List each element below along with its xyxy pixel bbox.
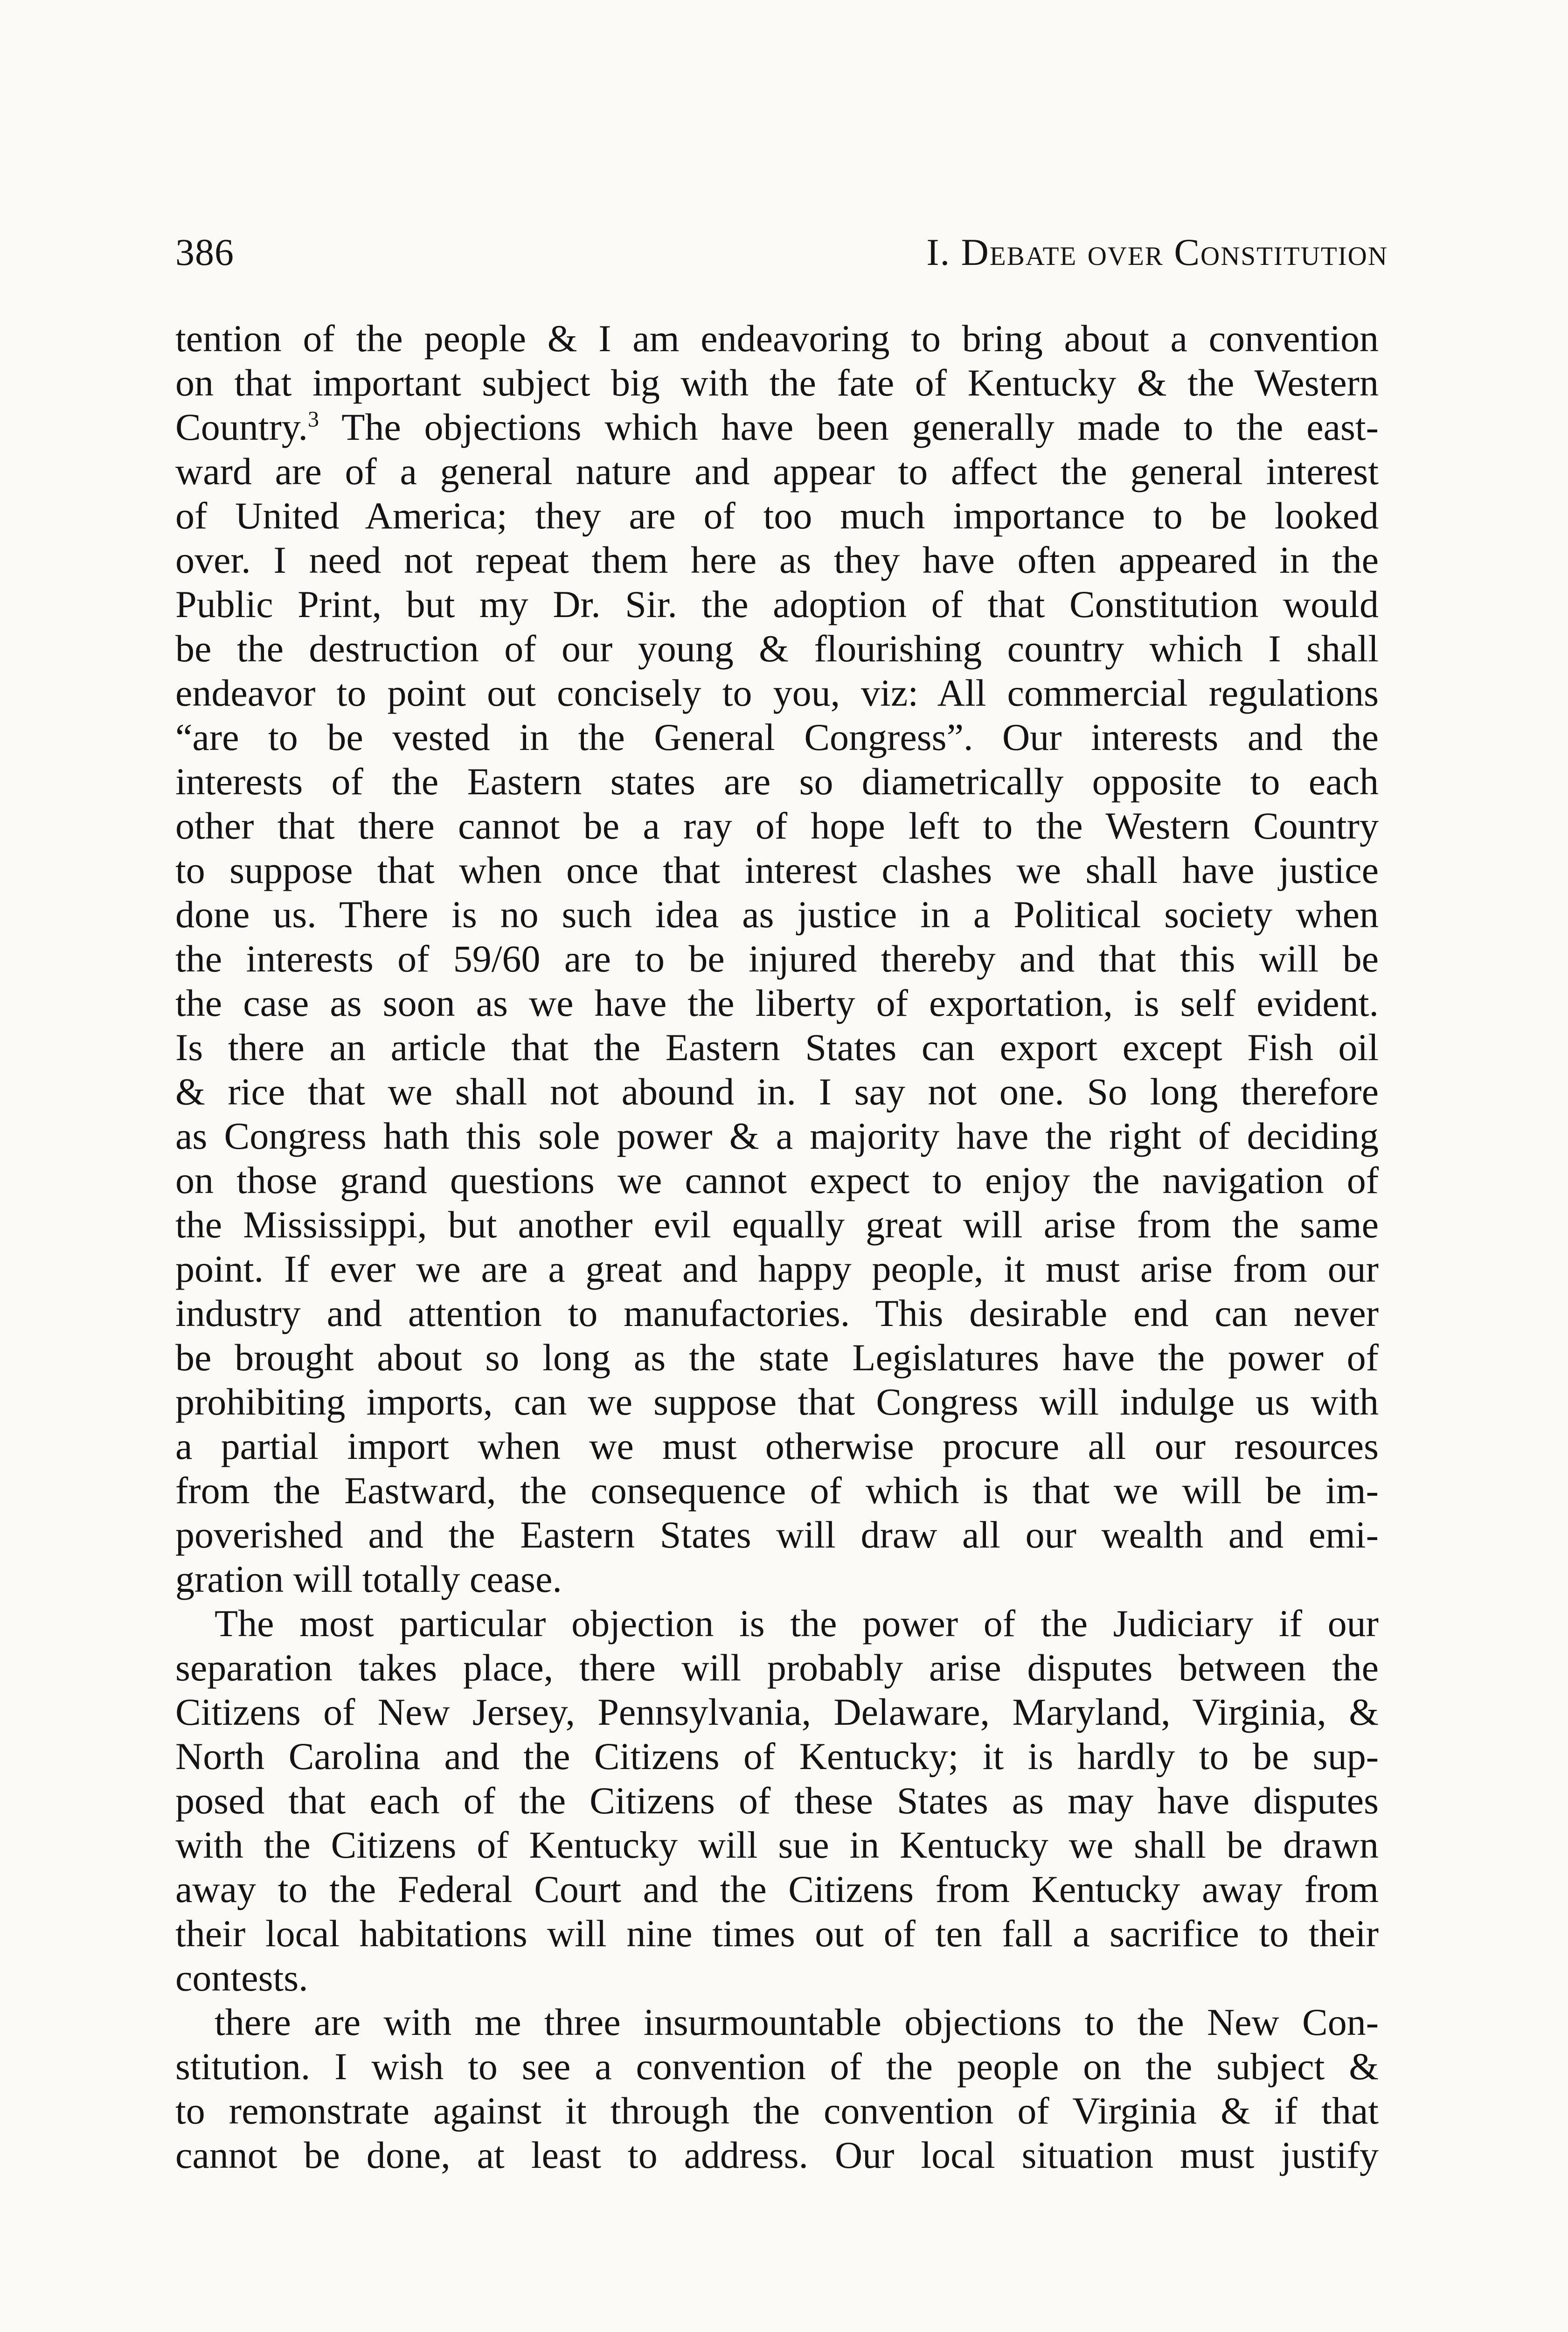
text-line: be the destruction of our young & flourishing country which I shall	[175, 627, 1379, 670]
text-line: there are with me three insurmountable objections to the New Con-	[215, 2001, 1379, 2043]
text-line: a partial import when we must otherwise procure all our resources	[175, 1425, 1379, 1467]
footnote-marker: 3	[307, 407, 319, 432]
text-line: on that important subject big with the fate of Kentucky & the Western	[175, 361, 1379, 404]
text-line-with-footnote	[175, 405, 1379, 449]
paragraph-1	[175, 316, 1379, 1601]
text-line: prohibiting imports, can we suppose that Congress will indulge us with	[175, 1381, 1379, 1423]
text-line: away to the Federal Court and the Citizens from Kentucky away from	[175, 1868, 1379, 1910]
text-line: tention of the people & I am endeavoring to bring about a convention	[175, 317, 1379, 360]
text-line: The most particular objection is the power of the Judiciary if our	[215, 1602, 1379, 1645]
text-line: contests.	[175, 1957, 308, 1999]
text-line: from the Eastward, the consequence of which is that we will be im-	[175, 1469, 1379, 1512]
page-number: 386	[175, 231, 234, 273]
text-line: Public Print, but my Dr. Sir. the adoption of that Constitution would	[175, 583, 1379, 625]
text-line: gration will totally cease.	[175, 1558, 562, 1600]
text-line: North Carolina and the Citizens of Kentucky; it is hardly to be sup-	[175, 1735, 1379, 1777]
running-head	[175, 227, 1388, 278]
text-line: as Congress hath this sole power & a majority have the right of deciding	[175, 1115, 1379, 1157]
section-title: I. Debate over Constitution	[926, 231, 1388, 273]
text-line: poverished and the Eastern States will draw all our wealth and emi-	[175, 1513, 1379, 1556]
text-line: other that there cannot be a ray of hope left to the Western Country	[175, 805, 1379, 847]
paragraph-2	[175, 1601, 1379, 2000]
text-line: the case as soon as we have the liberty of exportation, is self evident.	[175, 982, 1379, 1024]
body-text	[175, 316, 1379, 2177]
text-line: “are to be vested in the General Congress”. Our interests and the	[175, 716, 1379, 758]
text-line: ward are of a general nature and appear to affect the general interest	[175, 450, 1379, 493]
text-line: be brought about so long as the state Legislatures have the power of	[175, 1336, 1379, 1379]
text-line: endeavor to point out concisely to you, viz: All commercial regulations	[175, 672, 1379, 714]
text-line: Is there an article that the Eastern States can export except Fish oil	[175, 1026, 1379, 1069]
text-line: industry and attention to manufactories. This desirable end can never	[175, 1292, 1379, 1334]
text-line: & rice that we shall not abound in. I say not one. So long therefore	[175, 1070, 1379, 1113]
text-line: over. I need not repeat them here as they have often appeared in the	[175, 539, 1379, 581]
text-line: of United America; they are of too much importance to be looked	[175, 494, 1379, 537]
text-line: stitution. I wish to see a convention of the people on the subject &	[175, 2045, 1379, 2088]
text-line: done us. There is no such idea as justice in a Political society when	[175, 893, 1379, 936]
text-fragment: The objections which have been generally made to the east-	[319, 406, 1379, 448]
text-line: with the Citizens of Kentucky will sue in Kentucky we shall be drawn	[175, 1824, 1379, 1866]
text-line: the interests of 59/60 are to be injured thereby and that this will be	[175, 937, 1379, 980]
text-line: to remonstrate against it through the convention of Virginia & if that	[175, 2089, 1379, 2132]
text-line: the Mississippi, but another evil equally great will arise from the same	[175, 1203, 1379, 1246]
text-line: on those grand questions we cannot expect to enjoy the navigation of	[175, 1159, 1379, 1201]
text-line: point. If ever we are a great and happy people, it must arise from our	[175, 1248, 1379, 1290]
text-line: cannot be done, at least to address. Our local situation must justify	[175, 2134, 1379, 2176]
text-line: Citizens of New Jersey, Pennsylvania, Delaware, Maryland, Virginia, &	[175, 1691, 1379, 1733]
text-line: their local habitations will nine times out of ten fall a sacrifice to their	[175, 1912, 1379, 1955]
text-line: interests of the Eastern states are so diametrically opposite to each	[175, 760, 1379, 803]
text-line: posed that each of the Citizens of these States as may have disputes	[175, 1779, 1379, 1822]
text-line: separation takes place, there will probably arise disputes between the	[175, 1646, 1379, 1689]
paragraph-3	[175, 2000, 1379, 2177]
text-line: to suppose that when once that interest clashes we shall have justice	[175, 849, 1379, 891]
text-fragment: Country.	[175, 406, 308, 448]
